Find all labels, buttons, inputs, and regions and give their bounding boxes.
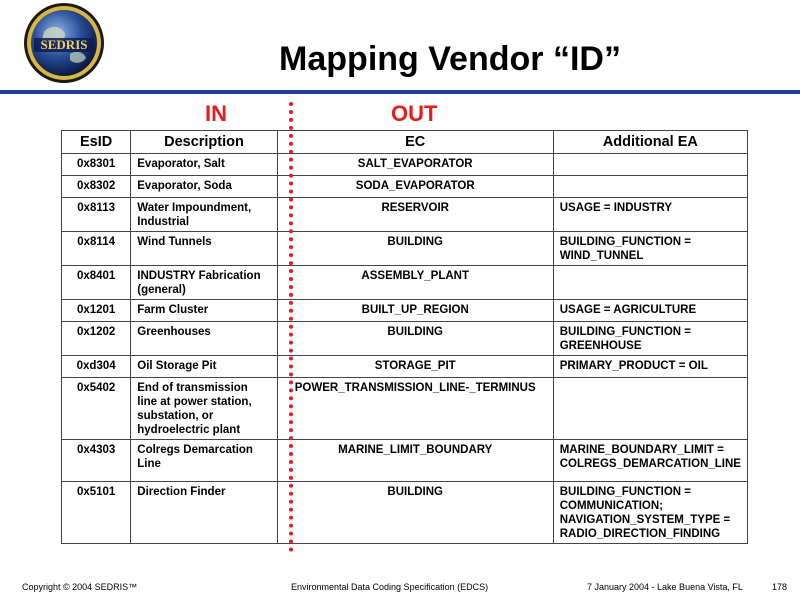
cell-esid: 0x8302 xyxy=(62,176,131,198)
cell-additional-ea: BUILDING_FUNCTION = COMMUNICATION; NAVIGATION_SYSTEM_TYPE = RADIO_DIRECTION_FINDING xyxy=(553,482,747,544)
cell-description: Evaporator, Soda xyxy=(131,176,277,198)
cell-esid: 0x1201 xyxy=(62,300,131,322)
cell-ec: BUILDING xyxy=(277,232,553,266)
table-row xyxy=(62,198,748,232)
cell-ec: SODA_EVAPORATOR xyxy=(277,176,553,198)
cell-additional-ea xyxy=(553,176,747,198)
cell-additional-ea: BUILDING_FUNCTION = WIND_TUNNEL xyxy=(553,232,747,266)
cell-ec: SALT_EVAPORATOR xyxy=(277,154,553,176)
table-row xyxy=(62,482,748,544)
cell-esid: 0x8113 xyxy=(62,198,131,232)
cell-additional-ea: PRIMARY_PRODUCT = OIL xyxy=(553,356,747,378)
in-label: IN xyxy=(205,101,227,126)
table-row xyxy=(62,232,748,266)
cell-esid: 0x1202 xyxy=(62,322,131,356)
table-header-row xyxy=(62,131,748,154)
cell-additional-ea: USAGE = INDUSTRY xyxy=(553,198,747,232)
cell-description: Evaporator, Salt xyxy=(131,154,277,176)
footer-date-location: 7 January 2004 - Lake Buena Vista, FL xyxy=(587,582,743,592)
cell-description: Farm Cluster xyxy=(131,300,277,322)
cell-ec: POWER_TRANSMISSION_LINE-_TERMINUS xyxy=(277,378,553,440)
table-row xyxy=(62,300,748,322)
cell-additional-ea: BUILDING_FUNCTION = GREENHOUSE xyxy=(553,322,747,356)
footer-copyright: Copyright © 2004 SEDRIS™ xyxy=(22,582,138,592)
cell-esid: 0x8301 xyxy=(62,154,131,176)
cell-esid: 0x5402 xyxy=(62,378,131,440)
cell-description: Oil Storage Pit xyxy=(131,356,277,378)
table-row xyxy=(62,322,748,356)
cell-description: End of transmission line at power station, substation, or hydroelectric plant xyxy=(131,378,277,440)
cell-additional-ea: MARINE_BOUNDARY_LIMIT = COLREGS_DEMARCATION_LINE xyxy=(553,440,747,482)
cell-ec: ASSEMBLY_PLANT xyxy=(277,266,553,300)
cell-ec: BUILDING xyxy=(277,322,553,356)
cell-description: Water Impoundment, Industrial xyxy=(131,198,277,232)
table-row xyxy=(62,440,748,482)
in-out-divider xyxy=(289,102,293,552)
logo-text: SEDRIS xyxy=(40,37,88,52)
cell-ec: RESERVOIR xyxy=(277,198,553,232)
cell-ec: BUILT_UP_REGION xyxy=(277,300,553,322)
cell-additional-ea xyxy=(553,266,747,300)
cell-description: Greenhouses xyxy=(131,322,277,356)
header-description: Description xyxy=(131,131,277,154)
cell-esid: 0x5101 xyxy=(62,482,131,544)
cell-ec: STORAGE_PIT xyxy=(277,356,553,378)
cell-additional-ea: USAGE = AGRICULTURE xyxy=(553,300,747,322)
header-additional-ea: Additional EA xyxy=(553,131,747,154)
table-row xyxy=(62,154,748,176)
table-row xyxy=(62,266,748,300)
cell-description: Wind Tunnels xyxy=(131,232,277,266)
title-underline xyxy=(0,90,800,94)
cell-esid: 0xd304 xyxy=(62,356,131,378)
footer-document-title: Environmental Data Coding Specification (EDCS) xyxy=(291,582,489,592)
footer-page-number: 178 xyxy=(772,582,788,592)
cell-description: INDUSTRY Fabrication (general) xyxy=(131,266,277,300)
table-row xyxy=(62,378,748,440)
cell-additional-ea xyxy=(553,378,747,440)
cell-additional-ea xyxy=(553,154,747,176)
header-ec: EC xyxy=(277,131,553,154)
cell-ec: MARINE_LIMIT_BOUNDARY xyxy=(277,440,553,482)
cell-description: Colregs Demarcation Line xyxy=(131,440,277,482)
table-row xyxy=(62,356,748,378)
cell-ec: BUILDING xyxy=(277,482,553,544)
table-row xyxy=(62,176,748,198)
mapping-table xyxy=(61,130,748,544)
cell-esid: 0x8401 xyxy=(62,266,131,300)
page-title: Mapping Vendor “ID” xyxy=(279,40,621,78)
cell-esid: 0x8114 xyxy=(62,232,131,266)
header-esid: EsID xyxy=(62,131,131,154)
sedris-logo xyxy=(20,2,108,84)
out-label: OUT xyxy=(391,101,438,126)
cell-description: Direction Finder xyxy=(131,482,277,544)
cell-esid: 0x4303 xyxy=(62,440,131,482)
